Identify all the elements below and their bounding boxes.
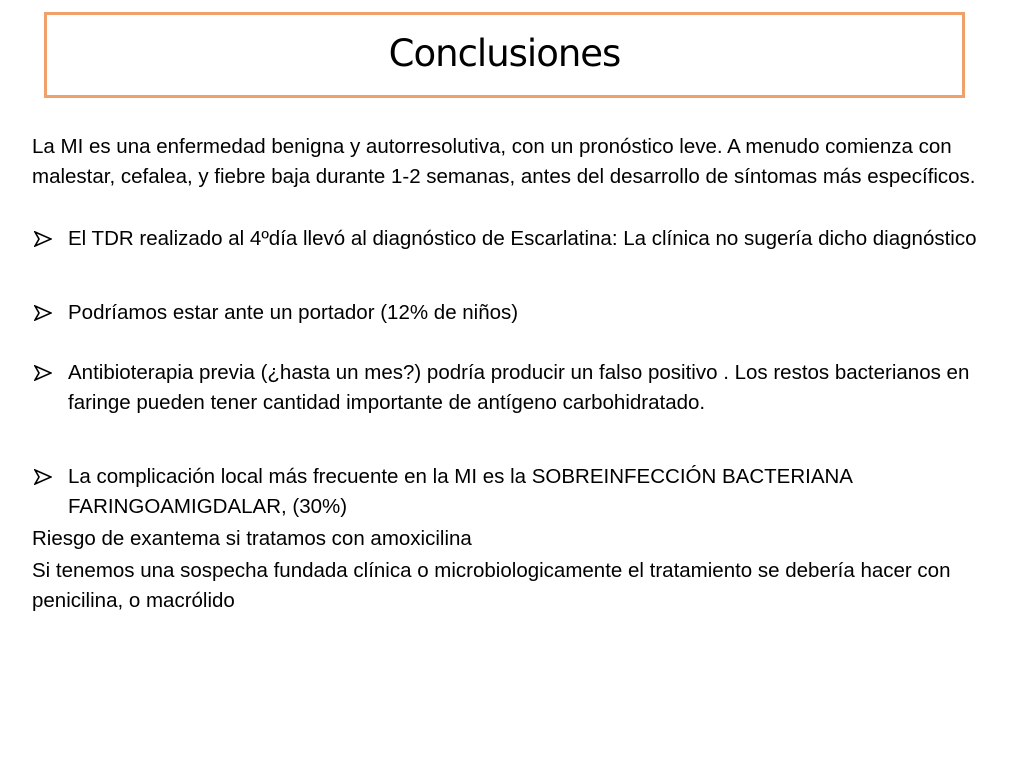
bullet-list xyxy=(32,224,992,522)
bullet-text: El TDR realizado al 4ºdía llevó al diagnóstico de Escarlatina: La clínica no sugería dicho diagnóstico xyxy=(68,227,977,250)
closing-line-exantema: Riesgo de exantema si tratamos con amoxicilina xyxy=(32,527,472,550)
bullet-text: Podríamos estar ante un portador (12% de niños) xyxy=(68,301,519,324)
bullet-item xyxy=(32,358,992,418)
bullet-item xyxy=(32,224,992,254)
intro-paragraph: La MI es una enfermedad benigna y autorresolutiva, con un pronóstico leve. A menudo comienza con malestar, cefalea, y fiebre baja durante 1-2 semanas, antes del desarrollo de síntomas más específicos. xyxy=(32,135,976,188)
arrow-bullet-icon xyxy=(34,224,56,254)
arrow-bullet-icon xyxy=(34,462,56,492)
title-frame xyxy=(44,12,965,98)
bullet-text: La complicación local más frecuente en la MI es la SOBREINFECCIÓN BACTERIANA FARINGOAMIGDALAR, (30%) xyxy=(68,465,852,518)
bullet-text: Antibioterapia previa (¿hasta un mes?) podría producir un falso positivo . Los restos bacterianos en faringe pueden tener cantidad importante de antígeno carbohidratado. xyxy=(68,361,970,414)
slide-title: Conclusiones xyxy=(388,31,621,75)
closing-line-tratamiento: Si tenemos una sospecha fundada clínica o microbiologicamente el tratamiento se debería hacer con penicilina, o macrólido xyxy=(32,559,951,612)
bullet-item xyxy=(32,462,992,522)
bullet-item xyxy=(32,298,992,328)
slide-body xyxy=(32,132,992,616)
arrow-bullet-icon xyxy=(34,298,56,328)
arrow-bullet-icon xyxy=(34,358,56,388)
